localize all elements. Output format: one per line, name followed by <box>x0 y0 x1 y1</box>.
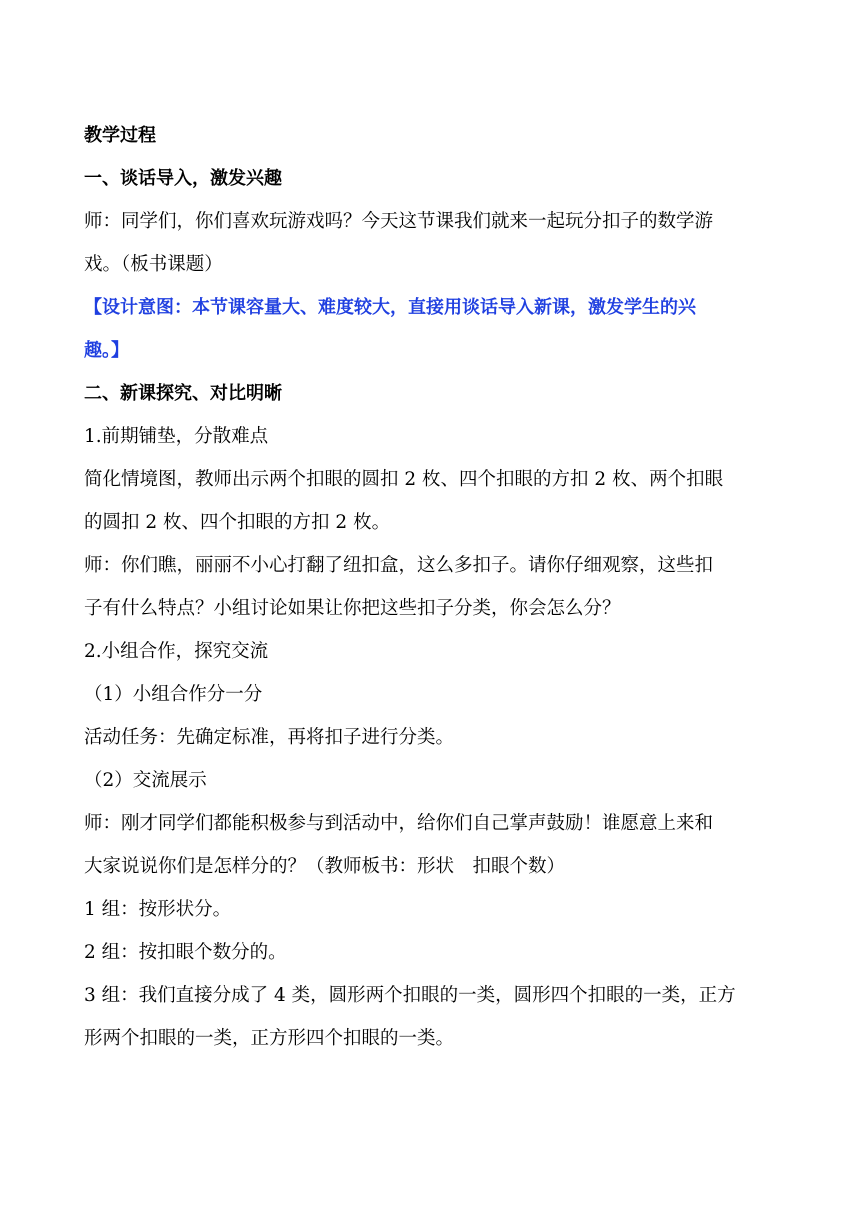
paragraph-line: 戏。（板书课题） <box>84 254 223 275</box>
step-1-label: （1）小组合作分一分 <box>84 684 263 705</box>
paragraph-line: 的圆扣 2 枚、四个扣眼的方扣 2 枚。 <box>84 512 391 533</box>
group-1-answer: 1 组：按形状分。 <box>84 899 232 920</box>
subsection-2-title: 2.小组合作，探究交流 <box>84 641 269 662</box>
section-2-title: 二、新课探究、对比明晰 <box>84 383 282 404</box>
group-3-answer <box>84 978 780 1057</box>
paragraph-line: 师：同学们，你们喜欢玩游戏吗？今天这节课我们就来一起玩分扣子的数学游 <box>84 211 714 232</box>
teacher-intro-paragraph <box>84 204 780 283</box>
paragraph-line: 大家说说你们是怎样分的？（教师板书：形状 扣眼个数） <box>84 856 566 877</box>
document-body <box>84 118 780 1057</box>
step-2-label: （2）交流展示 <box>84 770 207 791</box>
subsection-1-title: 1.前期铺垫，分散难点 <box>84 426 269 447</box>
paragraph-line: 形两个扣眼的一类，正方形四个扣眼的一类。 <box>84 1028 455 1049</box>
teacher-question-paragraph <box>84 548 780 627</box>
paragraph-line: 简化情境图，教师出示两个扣眼的圆扣 2 枚、四个扣眼的方扣 2 枚、两个扣眼 <box>84 469 724 490</box>
situation-paragraph <box>84 462 780 541</box>
section-1-title: 一、谈话导入，激发兴趣 <box>84 168 282 189</box>
design-intent-line: 趣。】 <box>84 340 129 361</box>
paragraph-line: 师：你们瞧，丽丽不小心打翻了纽扣盒，这么多扣子。请你仔细观察，这些扣 <box>84 555 714 576</box>
group-2-answer: 2 组：按扣眼个数分的。 <box>84 942 287 963</box>
document-heading: 教学过程 <box>84 125 156 146</box>
paragraph-line: 子有什么特点？小组讨论如果让你把这些扣子分类，你会怎么分？ <box>84 598 621 619</box>
design-intent-line: 【设计意图：本节课容量大、难度较大，直接用谈话导入新课，激发学生的兴 <box>84 297 696 318</box>
activity-task: 活动任务：先确定标准，再将扣子进行分类。 <box>84 727 455 748</box>
teacher-prompt-paragraph <box>84 806 780 885</box>
paragraph-line: 师：刚才同学们都能积极参与到活动中，给你们自己掌声鼓励！谁愿意上来和 <box>84 813 714 834</box>
paragraph-line: 3 组：我们直接分成了 4 类，圆形两个扣眼的一类，圆形四个扣眼的一类，正方 <box>84 985 736 1006</box>
design-intent-note <box>84 290 780 369</box>
